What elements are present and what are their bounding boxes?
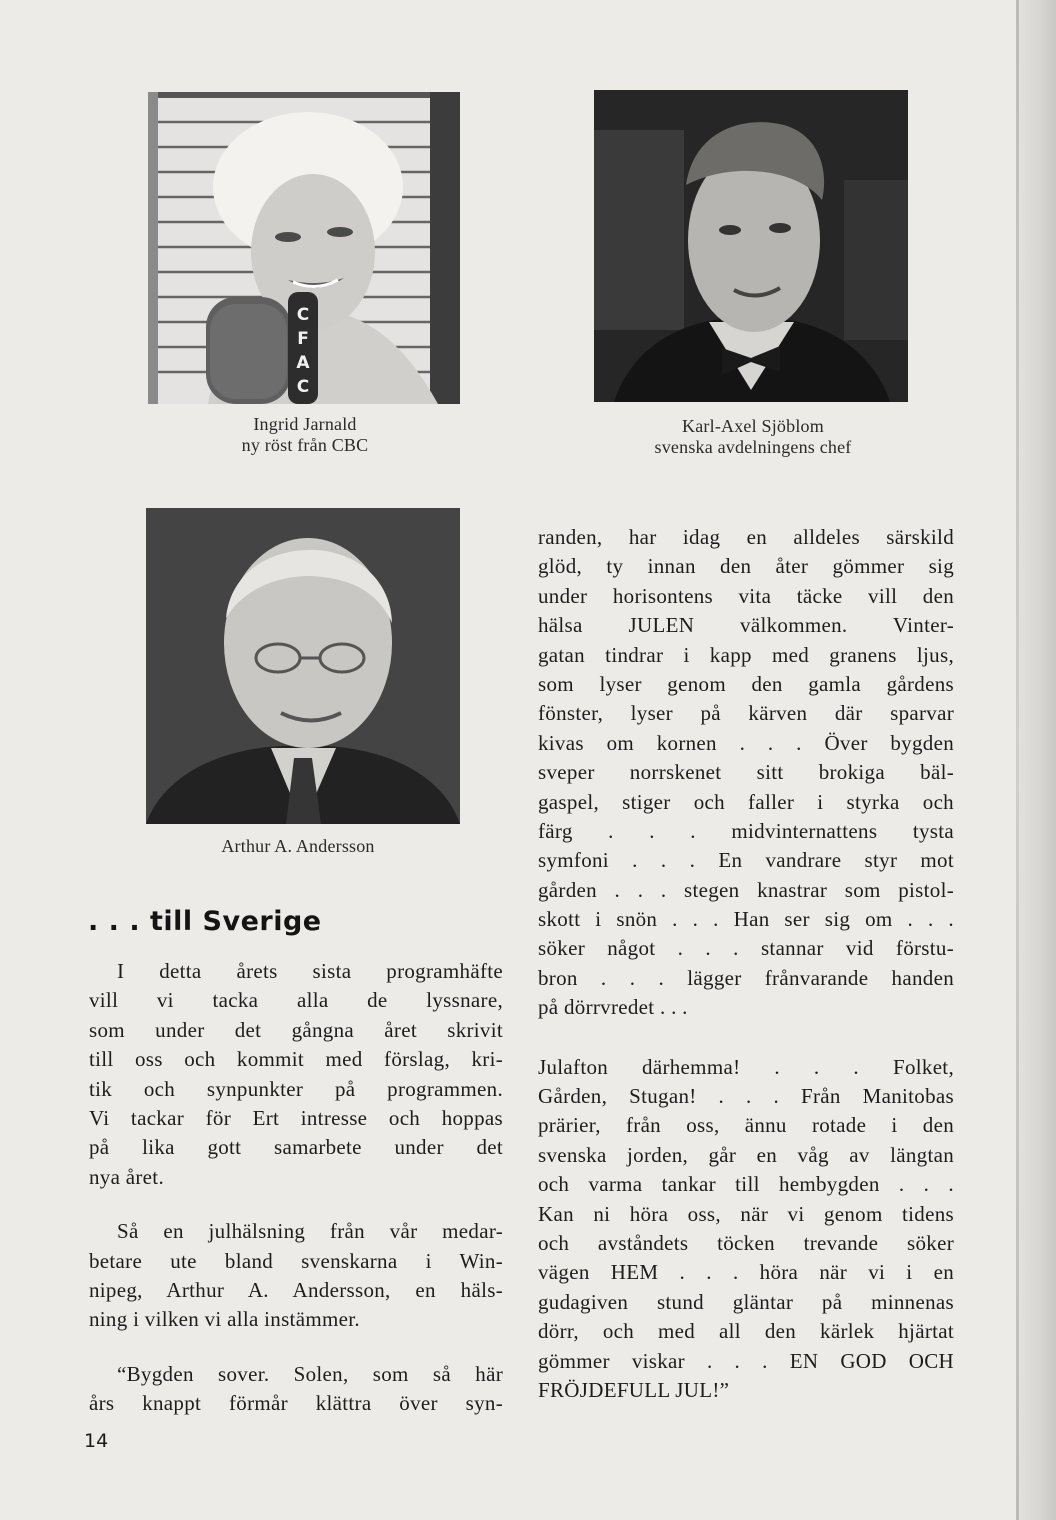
text-line: betare ute bland svenskarna i Win- (89, 1248, 503, 1273)
text-line: kivas om kornen . . . Över bygden (538, 730, 954, 755)
text-line: I detta årets sista programhäfte (117, 959, 503, 983)
caption-name: Karl-Axel Sjöblom (682, 416, 824, 436)
text-line: ning i vilken vi alla instämmer. (89, 1307, 360, 1332)
text-line: och avståndets töcken trevande söker (538, 1230, 954, 1255)
text-line: Så en julhälsning från vår medar- (117, 1219, 503, 1244)
text-line: sveper norrskenet sitt brokiga bäl- (538, 760, 954, 785)
text-line: gården . . . stegen knastrar som pistol- (538, 877, 954, 902)
text-line: Julafton därhemma! . . . Folket, (538, 1054, 954, 1079)
text-line: FRÖJDEFULL JUL!” (538, 1377, 730, 1402)
text-line: som under det gångna året skrivit (89, 1017, 503, 1042)
text-line: svenska jorden, går en våg av längtan (538, 1142, 954, 1167)
text-line: som lyser genom den gamla gårdens (538, 671, 954, 696)
right-column (538, 523, 954, 1405)
text-line: års knappt förmår klättra över syn- (89, 1391, 503, 1416)
text-line: symfoni . . . En vandrare styr mot (538, 848, 954, 873)
text-line: och varma tankar till hembygden . . . (538, 1172, 954, 1197)
text-line: gömmer viskar . . . EN GOD OCH (538, 1348, 954, 1373)
text-line: bron . . . lägger frånvarande handen (538, 965, 954, 990)
paragraph (538, 1053, 954, 1406)
text-line: vill vi tacka alla de lyssnare, (89, 988, 503, 1013)
text-line: Kan ni höra oss, när vi genom tidens (538, 1201, 954, 1226)
text-line: glöd, ty innan den åter gömmer sig (538, 554, 954, 579)
caption-karl-axel (594, 416, 912, 458)
caption-name: Arthur A. Andersson (221, 836, 375, 856)
left-column (89, 957, 503, 1418)
photo-ingrid-jarnald (148, 92, 460, 404)
text-line: på lika gott samarbete under det (89, 1135, 503, 1160)
text-line: hälsa JULEN välkommen. Vinter- (538, 613, 954, 638)
paragraph (89, 1217, 503, 1335)
text-line: vägen HEM . . . höra när vi i en (538, 1260, 954, 1285)
text-line: nipeg, Arthur A. Andersson, en häls- (89, 1277, 503, 1302)
text-line: under horisontens vita täcke vill den (538, 583, 954, 608)
mic-letter: C (296, 305, 310, 325)
text-line: tik och synpunkter på programmen. (89, 1076, 503, 1101)
text-line: nya året. (89, 1164, 164, 1189)
text-line: fönster, lyser på kärven där sparvar (538, 701, 954, 726)
caption-arthur (148, 836, 448, 857)
page-edge (1016, 0, 1056, 1520)
text-line: på dörrvredet . . . (538, 995, 688, 1020)
page-number: 14 (84, 1430, 109, 1452)
text-line: gudagiven stund gläntar på minnenas (538, 1289, 954, 1314)
photo-karl-axel-sjoblom (594, 90, 908, 402)
text-line: randen, har idag en alldeles särskild (538, 525, 954, 549)
caption-role: ny röst från CBC (241, 435, 369, 455)
text-line: dörr, och med all den kärlek hjärtat (538, 1319, 954, 1344)
section-heading: . . . till Sverige (88, 906, 322, 937)
mic-letter: C (296, 377, 310, 397)
photo-arthur-andersson (146, 508, 460, 824)
paragraph (89, 957, 503, 1192)
caption-role: svenska avdelningens chef (654, 437, 852, 457)
text-line: Vi tackar för Ert intresse och hoppas (89, 1105, 503, 1130)
text-line: färg . . . midvinternattens tysta (538, 818, 954, 843)
paragraph (538, 523, 954, 1023)
text-line: gatan tindrar i kapp med granens ljus, (538, 642, 954, 667)
text-line: Gården, Stugan! . . . Från Manitobas (538, 1084, 954, 1109)
paragraph (89, 1360, 503, 1419)
text-line: gaspel, stiger och faller i styrka och (538, 789, 954, 814)
caption-name: Ingrid Jarnald (253, 414, 357, 434)
text-line: till oss och kommit med förslag, kri- (89, 1047, 503, 1072)
mic-letter: A (296, 353, 310, 373)
text-line: skott i snön . . . Han ser sig om . . . (538, 907, 954, 932)
text-line: prärier, från oss, ännu rotade i den (538, 1113, 954, 1138)
mic-letter: F (297, 329, 309, 349)
text-line: söker något . . . stannar vid förstu- (538, 936, 954, 961)
caption-ingrid (150, 414, 460, 456)
text-line: “Bygden sover. Solen, som så här (117, 1361, 503, 1386)
